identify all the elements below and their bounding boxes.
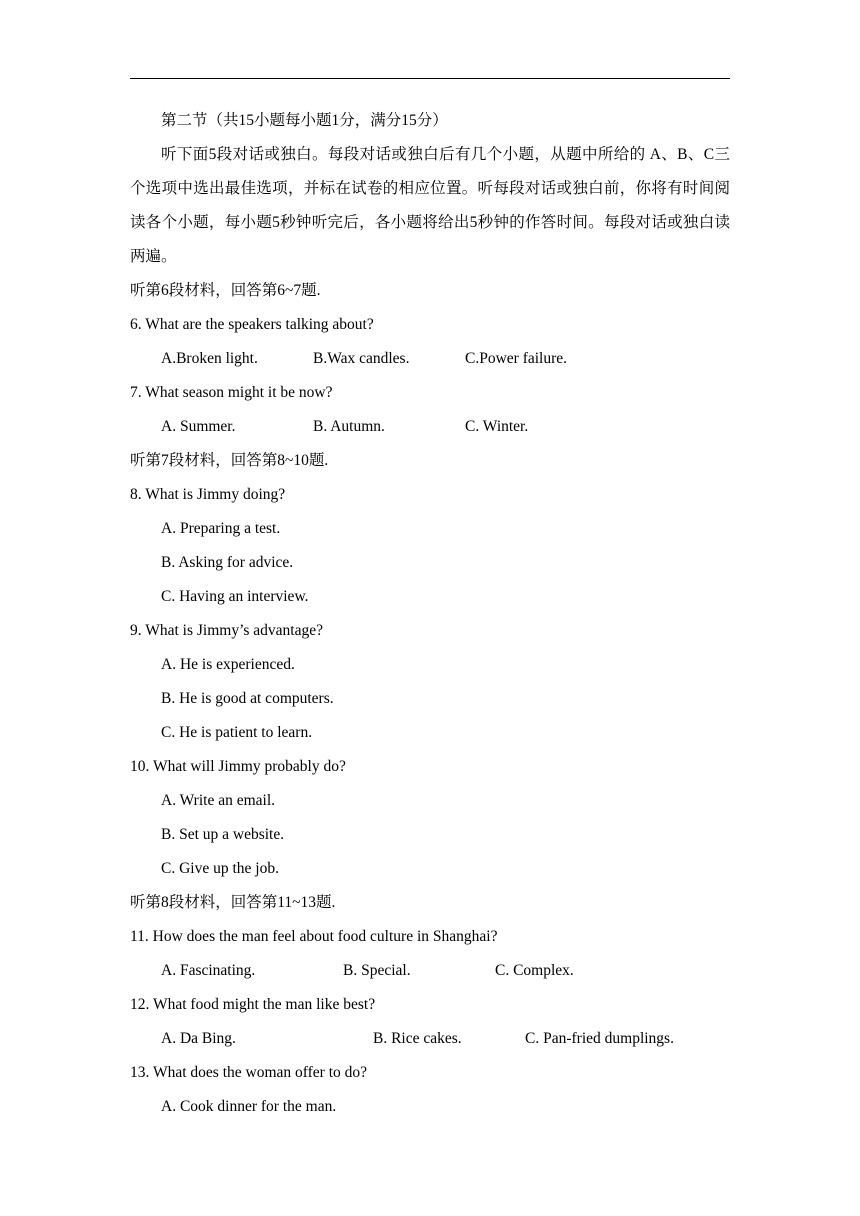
option-c[interactable]: C. He is patient to learn. [161,724,313,741]
question-7: 7. What season might it be now? [130,384,333,401]
question-9: 9. What is Jimmy’s advantage? [130,622,323,639]
section-heading: 第二节（共15小题每小题1分，满分15分） [161,112,448,129]
option-b[interactable]: B. He is good at computers. [161,690,334,707]
material-intro-8: 听第8段材料，回答第11~13题. [130,894,336,911]
option-b[interactable]: B. Autumn. [313,418,385,435]
question-8: 8. What is Jimmy doing? [130,486,286,503]
option-a[interactable]: A.Broken light. [161,350,258,367]
question-6: 6. What are the speakers talking about? [130,316,374,333]
question-12: 12. What food might the man like best? [130,996,376,1013]
option-c[interactable]: C. Having an interview. [161,588,309,605]
option-a[interactable]: A. Summer. [161,418,236,435]
option-a[interactable]: A. Da Bing. [161,1030,236,1047]
options-question-11 [130,954,730,988]
option-a[interactable]: A. Fascinating. [161,962,256,979]
option-b[interactable]: B.Wax candles. [313,350,410,367]
question-10: 10. What will Jimmy probably do? [130,758,346,775]
option-c[interactable]: C. Winter. [465,418,529,435]
option-b[interactable]: B. Special. [343,962,411,979]
option-a[interactable]: A. Write an email. [161,792,276,809]
material-intro-6: 听第6段材料，回答第6~7题. [130,282,321,299]
header-rule [130,78,730,79]
option-c[interactable]: C. Complex. [495,962,574,979]
option-c[interactable]: C.Power failure. [465,350,568,367]
question-13: 13. What does the woman offer to do? [130,1064,368,1081]
options-question-12 [130,1022,730,1056]
options-question-6 [130,342,730,376]
option-a[interactable]: A. He is experienced. [161,656,295,673]
option-b[interactable]: B. Asking for advice. [161,554,294,571]
question-11: 11. How does the man feel about food culture in Shanghai? [130,928,498,945]
option-a[interactable]: A. Cook dinner for the man. [161,1098,337,1115]
option-b[interactable]: B. Set up a website. [161,826,285,843]
option-a[interactable]: A. Preparing a test. [161,520,281,537]
option-b[interactable]: B. Rice cakes. [373,1030,462,1047]
exam-page [130,104,730,1124]
section-instructions: 听下面5段对话或独白。每段对话或独白后有几个小题，从题中所给的 A、B、C三个选项中选出最佳选项，并标在试卷的相应位置。听每段对话或独白前，你将有时间阅读各个小题，每小题5秒钟听完后，各小题将给出5秒钟的作答时间。每段对话或独白读两遍。 [130,146,730,265]
options-question-7 [130,410,730,444]
material-intro-7: 听第7段材料，回答第8~10题. [130,452,329,469]
option-c[interactable]: C. Pan-fried dumplings. [525,1030,674,1047]
option-c[interactable]: C. Give up the job. [161,860,279,877]
